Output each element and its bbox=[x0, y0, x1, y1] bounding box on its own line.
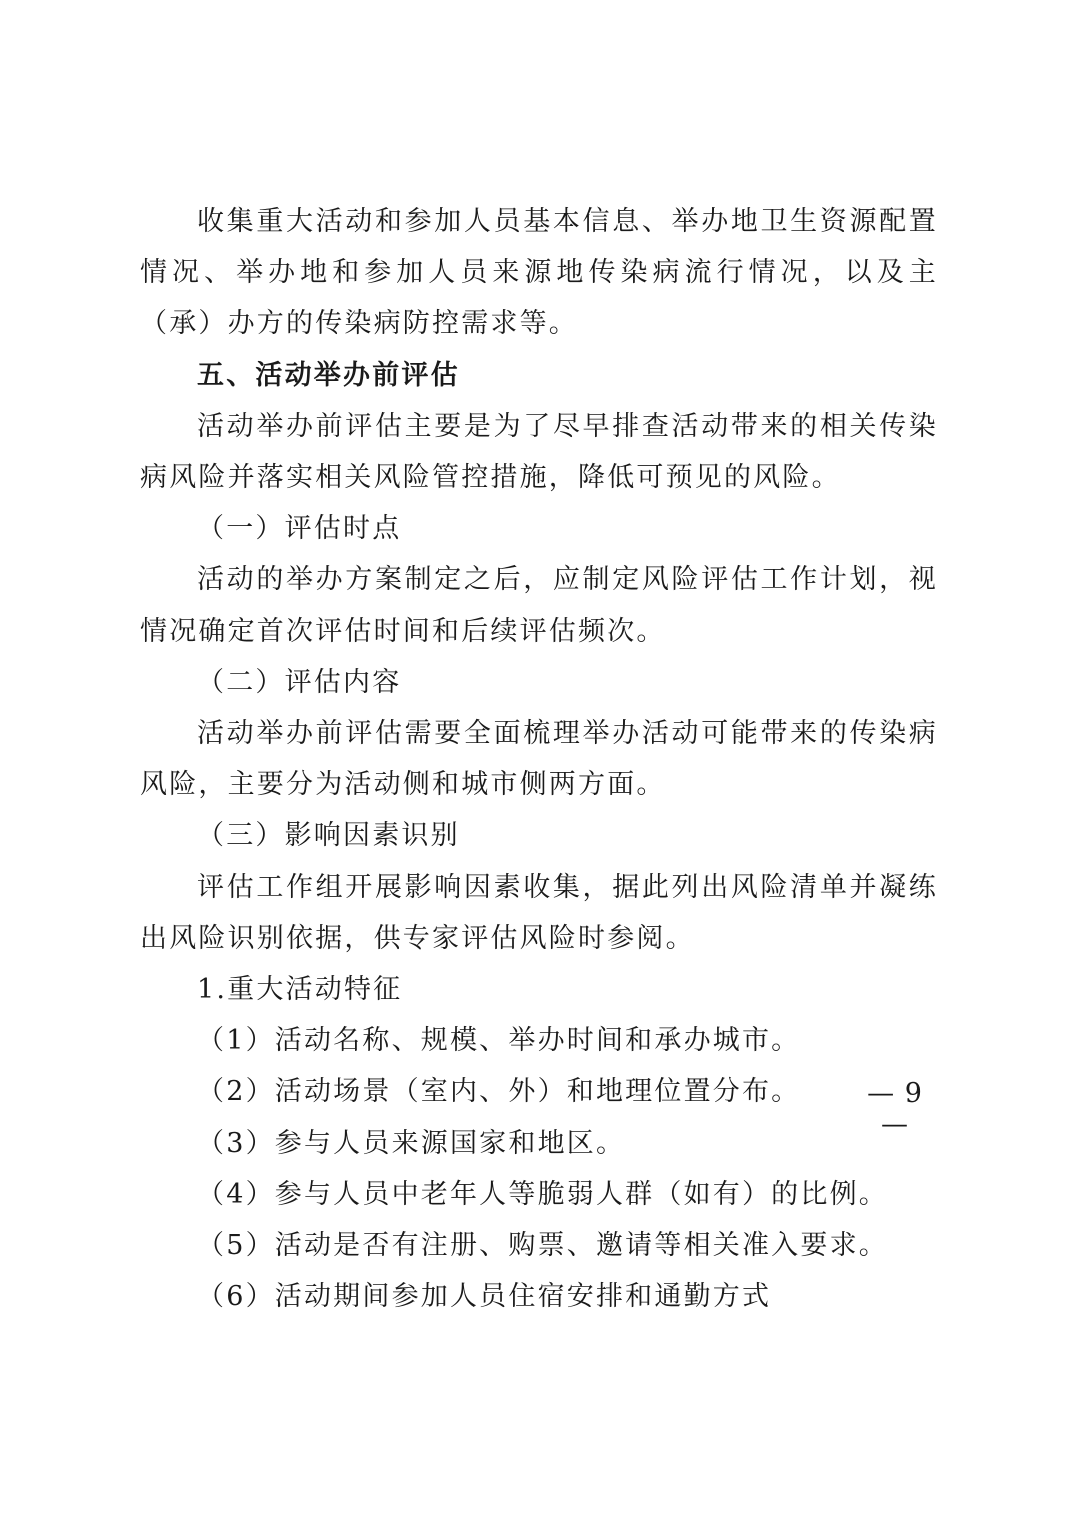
list-heading-event-features: 1.重大活动特征 bbox=[197, 974, 403, 1006]
paragraph-factor-identification: 评估工作组开展影响因素收集，据此列出风险清单并凝练出风险识别依据，供专家评估风险时参阅。 bbox=[140, 871, 938, 954]
section-heading-pre-event-assessment: 五、活动举办前评估 bbox=[197, 359, 460, 391]
subheading-assessment-content: （二）评估内容 bbox=[197, 666, 402, 698]
list-item: （4）参与人员中老年人等脆弱人群（如有）的比例。 bbox=[197, 1178, 888, 1210]
list-item: （3）参与人员来源国家和地区。 bbox=[197, 1127, 626, 1159]
list-item: （1）活动名称、规模、举办时间和承办城市。 bbox=[197, 1025, 801, 1057]
paragraph-pre-event-assessment-purpose: 活动举办前评估主要是为了尽早排查活动带来的相关传染病风险并落实相关风险管控措施，降低可预见的风险。 bbox=[140, 410, 938, 494]
list-item: （2）活动场景（室内、外）和地理位置分布。 bbox=[197, 1076, 801, 1108]
subheading-factor-identification: （三）影响因素识别 bbox=[197, 820, 460, 852]
paragraph-assessment-content: 活动举办前评估需要全面梳理举办活动可能带来的传染病风险，主要分为活动侧和城市侧两方面。 bbox=[140, 718, 938, 801]
page-number: — 9 — bbox=[867, 1078, 923, 1140]
list-item: （6）活动期间参加人员住宿安排和通勤方式 bbox=[197, 1281, 772, 1313]
list-item: （5）活动是否有注册、购票、邀请等相关准入要求。 bbox=[197, 1230, 888, 1262]
paragraph-assessment-timing: 活动的举办方案制定之后，应制定风险评估工作计划，视情况确定首次评估时间和后续评估频次。 bbox=[140, 564, 938, 647]
subheading-assessment-timing: （一）评估时点 bbox=[197, 513, 402, 545]
document-body bbox=[140, 196, 938, 1322]
paragraph-info-collection: 收集重大活动和参加人员基本信息、举办地卫生资源配置情况、举办地和参加人员来源地传染病流行情况，以及主（承）办方的传染病防控需求等。 bbox=[140, 206, 938, 340]
